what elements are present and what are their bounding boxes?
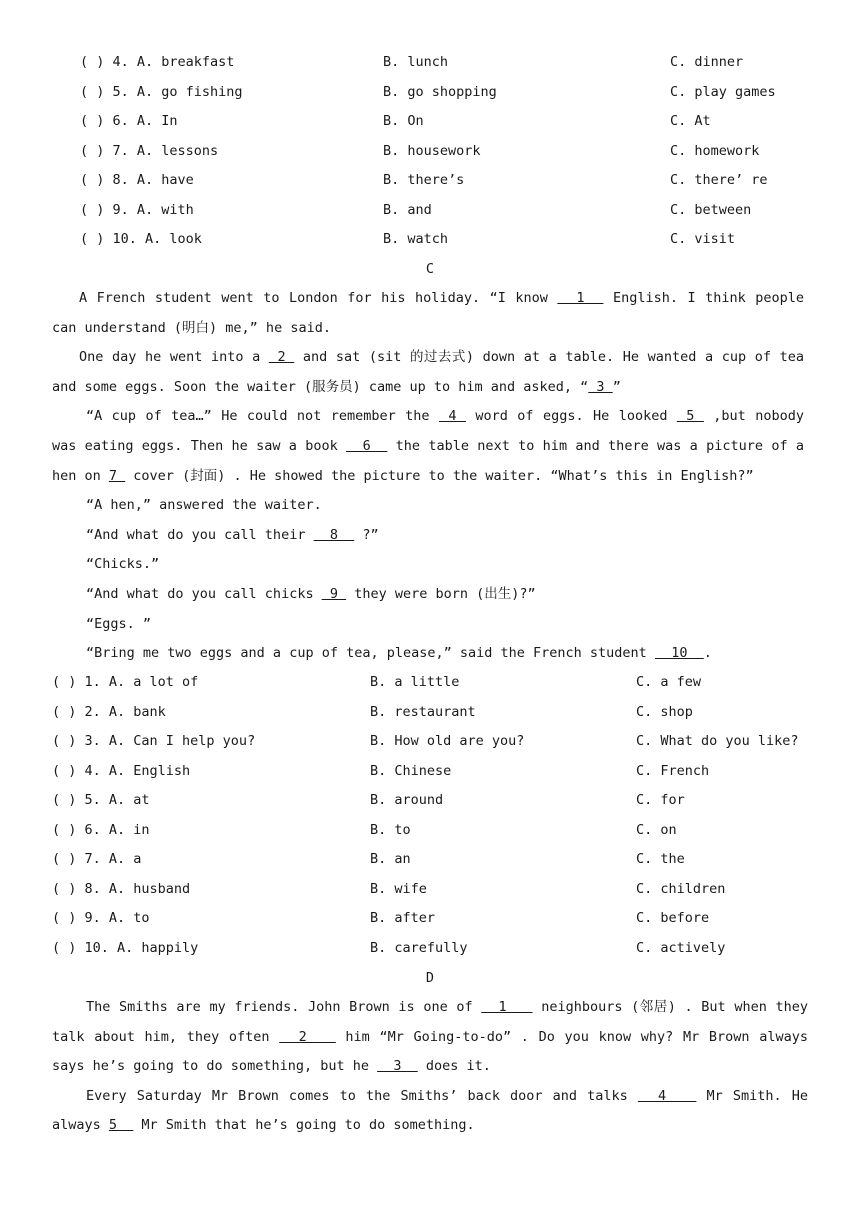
text: and sat (sit 的过去式) down at a table. He wanted a cup of tea and some eggs. Soon the waiter (服务员) came up to him and asked, “ [52, 349, 804, 395]
text: Every Saturday Mr Brown comes to the Smiths’ back door and talks [86, 1087, 638, 1104]
option-b: B. go shopping [383, 84, 497, 100]
text: One day he went into a [79, 349, 269, 366]
option-b: B. a little [370, 674, 460, 690]
option-b: B. lunch [383, 54, 449, 70]
question-number: ( ) 8. A. have [80, 172, 194, 188]
question-number: ( ) 7. A. a [52, 851, 142, 867]
option-c: C. on [636, 822, 677, 838]
text: neighbours (邻居) . But when they talk about him, they often [52, 999, 808, 1045]
question-number: ( ) 4. A. English [52, 763, 191, 779]
option-b: B. to [370, 822, 411, 838]
text: Mr Smith that he’s going to do something. [133, 1117, 475, 1134]
blank[interactable]: 10 [654, 645, 704, 662]
option-c: C. shop [636, 704, 693, 720]
option-c: C. At [670, 113, 711, 129]
option-c: C. before [636, 910, 710, 926]
blank[interactable]: 7 [108, 467, 126, 484]
option-b: B. carefully [370, 940, 468, 956]
option-b: B. after [370, 910, 436, 926]
question-number: ( ) 6. A. In [80, 113, 178, 129]
option-c: C. What do you like? [636, 733, 799, 749]
text: Mr Smith. He always [52, 1087, 808, 1134]
option-b: B. Chinese [370, 763, 452, 779]
section-heading-d: D [425, 970, 435, 986]
text: English. I think people can understand (明白) me,” he said. [52, 290, 805, 336]
blank[interactable]: 5 [108, 1117, 134, 1134]
option-b: B. restaurant [370, 704, 476, 720]
text: ?” [354, 526, 379, 543]
option-c: C. the [636, 851, 685, 867]
question-number: ( ) 10. A. look [80, 231, 202, 247]
text: cover (封面) . He showed the picture to the waiter. “What’s this in English?” [125, 467, 754, 484]
blank[interactable]: 1 [557, 290, 604, 306]
text: him “Mr Going-to-do” . Do you know why? Mr Brown always says he’s going to do something, but he [52, 1028, 808, 1075]
text: they were born (出生)?” [346, 585, 536, 602]
text: The Smiths are my friends. John Brown is one of [86, 999, 482, 1015]
option-c: C. homework [670, 143, 760, 159]
option-c: C. children [636, 881, 726, 897]
blank[interactable]: 8 [313, 526, 355, 543]
question-number: ( ) 1. A. a lot of [52, 674, 199, 690]
paragraph [52, 284, 804, 343]
question-number: ( ) 7. A. lessons [80, 143, 219, 159]
question-number: ( ) 9. A. with [80, 202, 194, 218]
paragraph [52, 1082, 808, 1141]
text: A French student went to London for his holiday. “I know [79, 290, 558, 306]
option-b: B. wife [370, 881, 427, 897]
paragraph [52, 580, 804, 610]
text: “A cup of tea…” He could not remember the [86, 408, 439, 425]
question-number: ( ) 10. A. happily [52, 940, 199, 956]
question-number: ( ) 6. A. in [52, 822, 150, 838]
option-c: C. for [636, 792, 685, 808]
question-number: ( ) 4. A. breakfast [80, 54, 235, 70]
option-b: B. watch [383, 231, 449, 247]
option-c: C. dinner [670, 54, 744, 70]
option-c: C. visit [670, 231, 736, 247]
option-b: B. there’s [383, 172, 465, 188]
paragraph [52, 521, 804, 551]
blank[interactable]: 2 [268, 349, 295, 366]
passage-d [52, 993, 808, 1141]
paragraph [52, 639, 804, 669]
option-b: B. an [370, 851, 411, 867]
blank[interactable]: 5 [676, 408, 704, 425]
option-b: B. On [383, 113, 424, 129]
option-b: B. and [383, 202, 432, 218]
option-b: B. How old are you? [370, 733, 525, 749]
question-number: ( ) 5. A. at [52, 792, 150, 808]
question-number: ( ) 8. A. husband [52, 881, 191, 897]
blank[interactable]: 1 [481, 999, 533, 1015]
text: word of eggs. He looked [465, 408, 677, 425]
option-c: C. French [636, 763, 710, 779]
text: . [703, 645, 712, 662]
option-c: C. play games [670, 84, 776, 100]
question-number: ( ) 5. A. go fishing [80, 84, 243, 100]
paragraph: “Chicks.” [86, 556, 160, 573]
option-c: C. there’ re [670, 172, 768, 188]
option-c: C. a few [636, 674, 702, 690]
paragraph: “A hen,” answered the waiter. [86, 497, 322, 514]
blank[interactable]: 4 [637, 1087, 697, 1104]
option-b: B. housework [383, 143, 481, 159]
paragraph [52, 402, 804, 491]
blank[interactable]: 9 [321, 585, 347, 602]
paragraph: “Eggs. ” [86, 615, 152, 632]
option-c: C. actively [636, 940, 726, 956]
text: the table next to him and there was a picture of a hen on [52, 437, 805, 484]
blank[interactable]: 4 [438, 408, 466, 425]
text: ,but nobody was eating eggs. Then he saw a book [52, 408, 804, 454]
paragraph [52, 343, 804, 402]
option-b: B. around [370, 792, 444, 808]
question-number: ( ) 3. A. Can I help you? [52, 733, 256, 749]
option-c: C. between [670, 202, 752, 218]
section-heading-c: C [425, 261, 435, 277]
text: ” [612, 378, 621, 395]
blank[interactable]: 2 [279, 1028, 336, 1045]
text: does it. [417, 1058, 491, 1075]
question-number: ( ) 2. A. bank [52, 704, 166, 720]
text: “Bring me two eggs and a cup of tea, please,” said the French student [86, 645, 655, 662]
passage-c [52, 284, 804, 669]
paragraph [52, 993, 808, 1082]
blank[interactable]: 3 [588, 378, 613, 395]
blank[interactable]: 6 [346, 437, 388, 454]
question-number: ( ) 9. A. to [52, 910, 150, 926]
blank[interactable]: 3 [377, 1058, 418, 1075]
text: “And what do you call their [86, 526, 314, 543]
text: “And what do you call chicks [86, 585, 322, 602]
